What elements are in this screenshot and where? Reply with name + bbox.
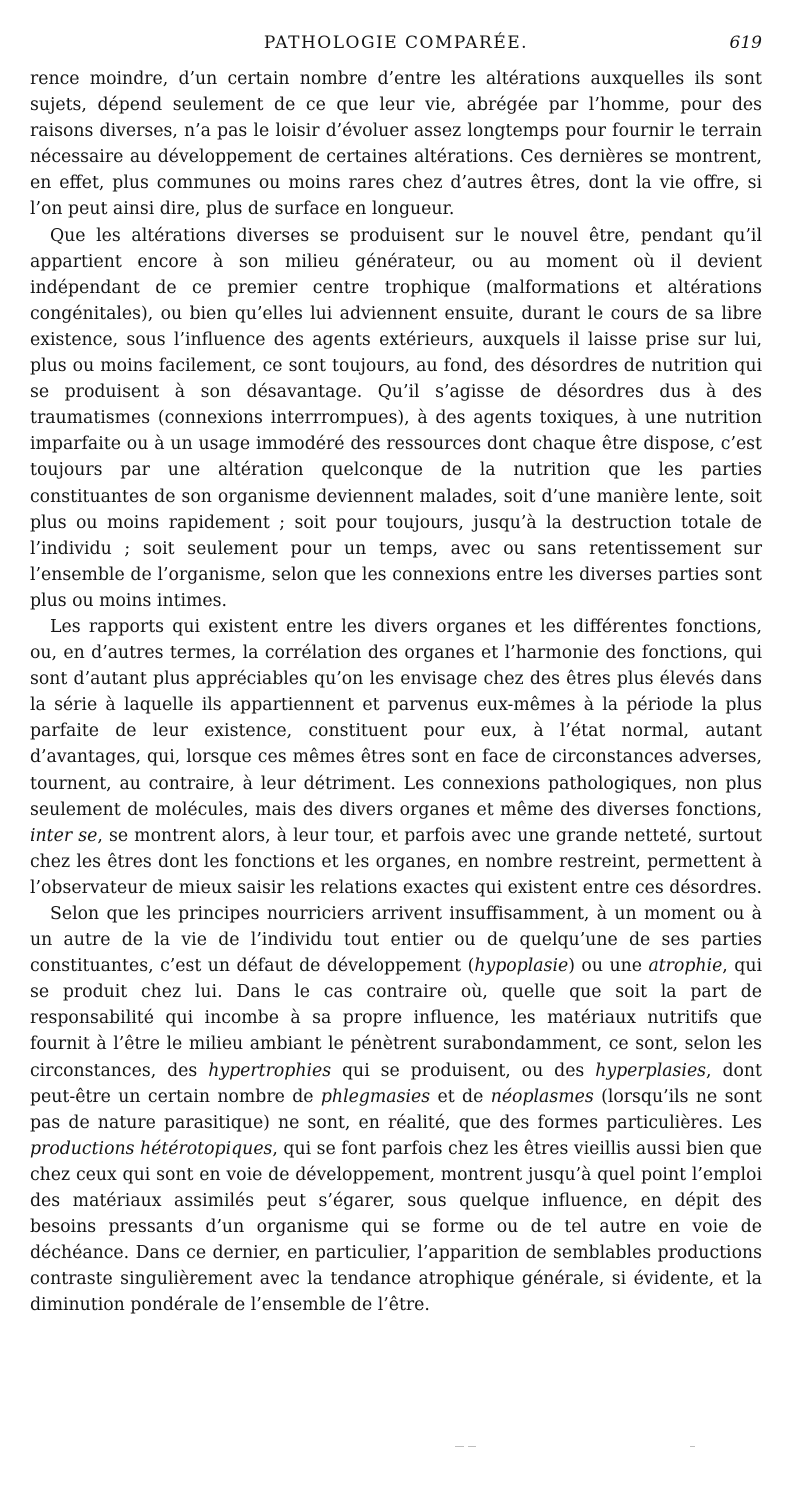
text-run: Selon que les principes nourriciers arrivent insuffisamment, à un moment ou à un autre de la vie de l’individu tout entier ou de quelqu’une de ses parties constituantes, c’est un défaut de développement ( (30, 904, 762, 977)
body-text (30, 66, 762, 1319)
running-title: PATHOLOGIE COMPARÉE. (263, 33, 529, 53)
text-run: ) ou une (568, 956, 649, 977)
italic-term: néoplasmes (490, 1086, 594, 1107)
text-run: rence moindre, d’un certain nombre d’entre les altérations auxquelles ils sont sujets, dépend seulement de ce que leur vie, abrégée par l’homme, pour des raisons diverses, n’a pas le loisir d’évoluer assez longtemps pour fournir le terrain nécessaire au développement de certaines altérations. Ces dernières se montrent, en effet, plus communes ou moins rares chez d’autres êtres, dont la vie offre, si l’on peut ainsi dire, plus de surface en longueur. (30, 69, 762, 220)
italic-term: productions hétérotopiques (30, 1138, 273, 1159)
paragraph (30, 66, 762, 223)
text-run: , qui se font parfois chez les êtres vieillis aussi bien que chez ceux qui sont en voie de développement, montrent jusqu’à quel point l’emploi des matériaux assimilés peut s’égarer, sous quelque influence, en dépit des besoins pressants d’un organisme qui se forme ou de tel autre en voie de déchéance. Dans ce dernier, en particulier, l’apparition de semblables productions contraste singulièrement avec la tendance atrophique générale, si évidente, et la diminution pondérale de l’ensemble de l’être. (30, 1138, 762, 1316)
paragraph (30, 901, 762, 1319)
text-run: Les rapports qui existent entre les divers organes et les différentes fonctions, ou, en d’autres termes, la corrélation des organes et l’harmonie des fonctions, qui sont d’autant plus appréciables qu’on les envisage chez des êtres plus élevés dans la série à laquelle ils appartiennent et parvenus eux-mêmes à la période la plus parfaite de leur existence, constituent pour eux, à l’état normal, autant d’avantages, qui, lorsque ces mêmes êtres sont en face de circonstances adverses, tournent, au contraire, à leur détriment. Les connexions pathologiques, non plus seulement de molécules, mais des divers organes et même des diverses fonctions, (30, 616, 762, 820)
text-run: , qui se produit chez lui. Dans le cas contraire où, quelle que soit la part de responsabilité qui incombe à sa propre influence, les matériaux nutritifs que fournit à l’être le milieu ambiant le pénètrent surabondamment, ce sont, selon les circonstances, des (30, 956, 762, 1081)
italic-term: hyperplasies (595, 1060, 707, 1081)
print-mark (468, 1446, 476, 1447)
italic-term: inter se (30, 825, 98, 846)
text-run: qui se produisent, ou des (331, 1060, 596, 1081)
text-run: Que les altérations diverses se produisent sur le nouvel être, pendant qu’il appartient encore à son milieu générateur, ou au moment où il devient indépendant de ce premier centre trophique (malformations et altérations congénitales), ou bien qu’elles lui adviennent ensuite, durant le cours de sa libre existence, sous l’influence des agents extérieurs, auxquels il laisse prise sur lui, plus ou moins facilement, ce sont toujours, au fond, des désordres de nutrition qui se produisent à son désavantage. Qu’il s’agisse de désordres dus à des traumatismes (connexions interrrompues), à des agents toxiques, à une nutrition imparfaite ou à un usage immodéré des ressources dont chaque être dispose, c’est toujours par une altération quelconque de la nutrition que les parties constituantes de son organisme deviennent malades, soit d’une manière lente, soit plus ou moins rapidement ; soit pour toujours, jusqu’à la destruction totale de l’individu ; soit seulement pour un temps, avec ou sans retentissement sur l’ensemble de l’organisme, selon que les connexions entre les diverses parties sont plus ou moins intimes. (30, 225, 762, 611)
text-run: , dont peut-être un certain nombre de (30, 1060, 763, 1107)
page-number: 619 (729, 33, 762, 53)
text-run: et de (430, 1086, 491, 1107)
italic-term: hypoplasie (474, 956, 569, 977)
italic-term: hypertrophies (208, 1060, 332, 1081)
paragraph (30, 614, 762, 901)
running-head (30, 33, 762, 55)
italic-term: phlegmasies (320, 1086, 431, 1107)
print-mark (690, 1446, 695, 1447)
paragraph (30, 223, 762, 614)
text-run: (lorsqu’ils ne sont pas de nature parasitique) ne sont, en réalité, que des formes particulières. Les (30, 1086, 762, 1133)
italic-term: atrophie (648, 956, 723, 977)
print-mark (455, 1446, 464, 1447)
text-run: , se montrent alors, à leur tour, et parfois avec une grande netteté, surtout chez les êtres dont les fonctions et les organes, en nombre restreint, permettent à l’observateur de mieux saisir les relations exactes qui existent entre ces désordres. (30, 825, 762, 898)
